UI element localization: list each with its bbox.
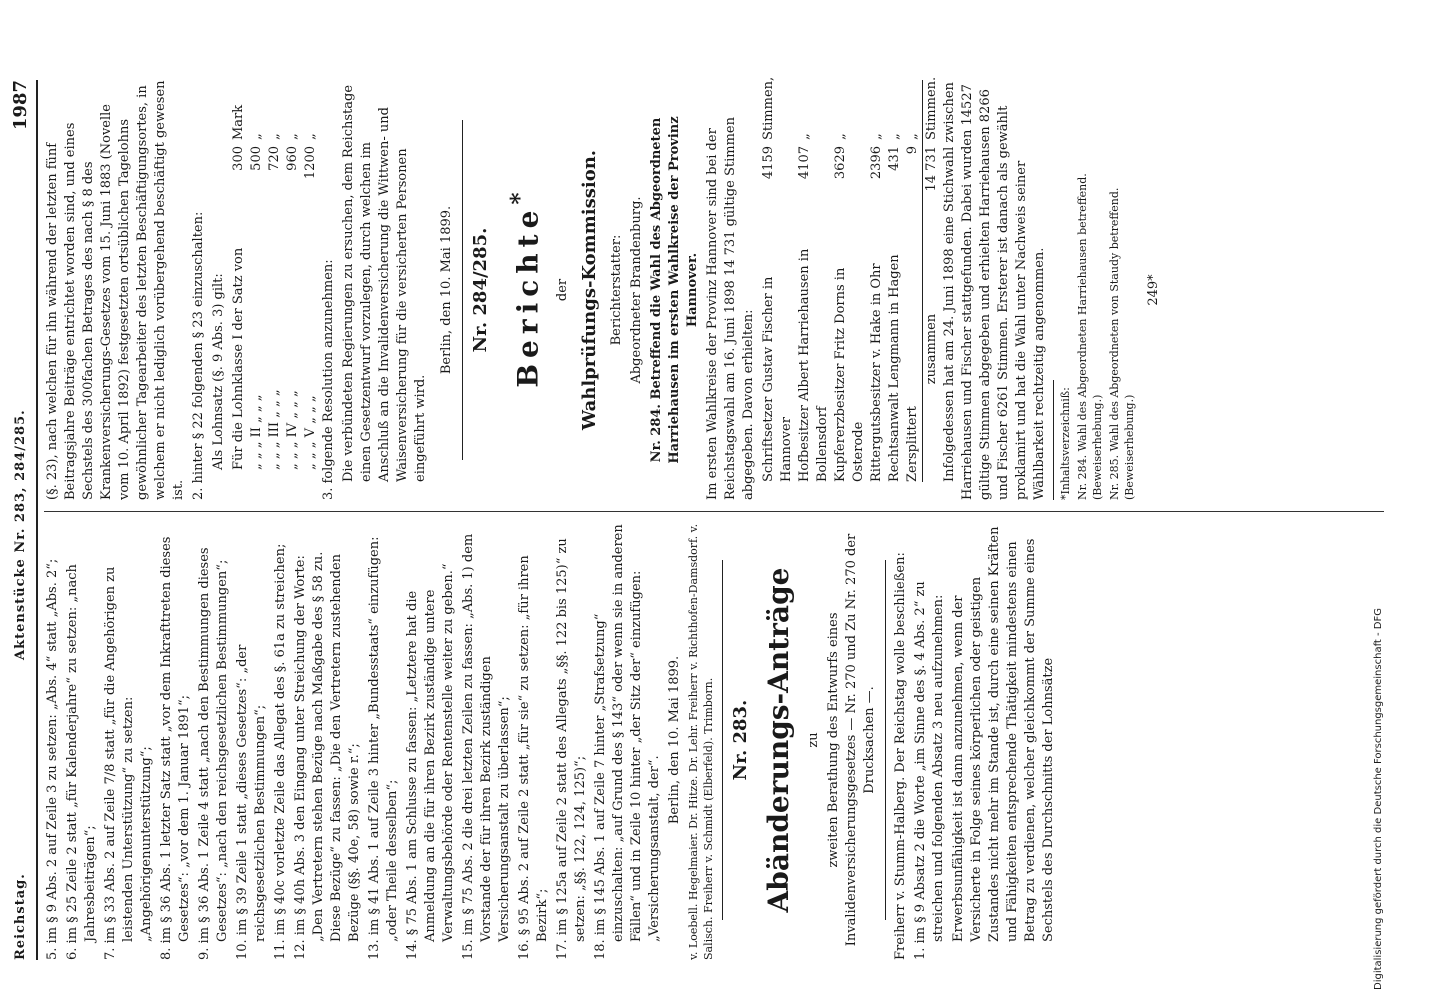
amendment-item: 9. im § 36 Abs. 1 Zeile 4 statt „nach den Bestimmungen dieses Gesetzes“: „nach den reichsgesetzlichen Bestimmungen“; [197,547,230,960]
amendment-item: 13. im § 41 Abs. 1 auf Zeile 3 hinter „Bundesstaats“ einzufügen: „oder Theile desselben“; [367,536,400,960]
motion-item: 1. im § 9 Absatz 2 die Worte „im Sinne des §. 4 Abs. 2“ zu streichen und folgenden Absatz 3 neu aufzunehmen: [913,581,946,960]
header-rule [36,80,38,960]
left-column [44,520,1060,960]
amendment-item: 17. im § 125a auf Zeile 2 statt des Allegats „§§. 122 bis 125)“ zu setzen: „§§. 122, 124, 125)“; [555,538,588,960]
signatories: v. Loebell. Hegelmaier. Dr. Hitze. Dr. Lehr. Freiherr v. Richthofen-Damsdorf. v. Salisch. Freiherr v. Schmidt (Elberfeld). Trimborn. [687,523,715,960]
wage-row: „ „ „ III „ „ „ 720 „ [267,133,282,470]
result-row: Hofbesitzer Albert Harriehausen in Bollensdorf 4107 „ [797,133,831,482]
page-number: 1987 [10,80,31,131]
footnote-entry: Nr. 285. Wahl des Abgeordneten von Staudy betreffend. (Beweiserhebung.) [1108,187,1137,500]
header-left: Reichstag. [13,873,28,960]
wage-row: Für die Lohnklasse I der Satz von 300 Mark [231,104,246,470]
section-subtitle: zweiten Berathung des Entwurfs eines Invalidenversicherungsgesetzes — Nr. 270 und Zu Nr. 270 der Drucksachen —. [826,533,877,947]
amendment-item: 5. im § 9 Abs. 2 auf Zeile 3 zu setzen: „Abs. 4“ statt „Abs. 2“; [45,558,60,960]
right-column [44,76,1165,500]
proposer-line: Freiherr v. Stumm-Halberg. Der Reichstag wolle beschließen: [893,552,908,960]
commission-title: Wahlprüfungs-Kommission. [579,149,601,431]
wage-row: „ „ „ IV „ „ „ 960 „ [285,133,300,470]
resolution-text: Die verbündeten Regierungen zu ersuchen, dem Reichstage einen Gesetzentwurf vorzulegen, durch welchen im Anschluß an die Invalidenversicherung die Wittwen- und Waisenversicherung für die versicherten Personen eingeführt wird. [341,84,428,482]
section-title: Abänderungs-Anträge [762,567,795,913]
results-table [760,76,941,500]
amendment-item: 6. im § 25 Zeile 2 statt „für Kalenderjahre“ zu setzen: „nach Jahresbeiträgen“; [65,564,98,960]
wage-table [230,80,320,500]
conclusion-text: Infolgedessen hat am 24. Juni 1898 eine Stichwahl zwischen Harriehausen und Fischer stattgefunden. Dabei wurden 14527 gültige Stimmen abgegeben und erhielten Harriehausen 8266 und Fischer 6261 Stimmen. Ersterer ist danach als gewählt proklamirt und hat die Wahl unter Nachweis seiner Wählbarkeit rechtzeitig angenommen. [942,82,1048,500]
report-heading: Nr. 284. Betreffend die Wahl des Abgeordneten Harriehausen im ersten Wahlkreise der Provinz Hannover. [649,116,701,464]
footnote-rule [1053,380,1054,500]
reporter-name: Abgeordneter Brandenburg. [629,196,645,384]
amendment-item: 16. § 95 Abs. 2 auf Zeile 2 statt „für sie“ zu setzen: „für ihren Bezirk“; [517,555,550,960]
amendment-item: 7. im § 33 Abs. 2 auf Zeile 7/8 statt „für die Angehörigen zu leistenden Unterstützung“ zu setzen: „Angehörigenunterstützung“; [103,566,154,960]
amendment-item: 12. im § 40h Abs. 3 den Eingang unter Streichung der Worte: „Den Vertretern stehen Bezüge nach Maßgabe des § 58 zu. Diese Bezüge“ zu fassen: „Die den Vertretern zustehenden Bezüge (§§. 40e, 58) sowie r.“; [293,551,362,960]
result-row: Zersplittert 9 „ [905,133,921,482]
section-zu: zu [806,732,821,748]
result-row: Rittergutsbesitzer v. Hake in Ohr 2396 „ [869,133,885,482]
section-number: Nr. 284/285. [470,227,491,353]
wage-heading: Als Lohnsatz (§. 9 Abs. 3) gilt: [211,273,226,470]
amendment-item: 10. im § 39 Zeile 1 statt „dieses Gesetzes“: „der reichsgesetzlichen Bestimmungen“; [235,644,268,960]
result-total-row: zusammen 14 731 Stimmen. [922,80,941,482]
amendment-item: 15. im § 75 Abs. 2 die drei letzten Zeilen zu fassen: „Abs. 1) dem Vorstande der für ihren Bezirk zuständigen Versicherungsanstalt zu überlassen“; [461,533,512,960]
header-center: Aktenstücke Nr. 283, 284/285. [13,409,28,660]
report-body: Im ersten Wahlkreise der Provinz Hannover sind bei der Reichstagswahl am 16. Juni 1898 14 731 gültige Stimmen abgegeben. Davon erhielten: [705,117,757,500]
signature-mark: 249* [1146,274,1162,306]
section-title: Berichte* [505,192,545,388]
column-divider [44,511,1384,512]
footnote-title: *Inhaltsverzeichniß: [1059,387,1073,500]
section-separator [885,560,886,920]
amendment-item: 18. im § 145 Abs. 1 auf Zeile 7 hinter „Strafsetzung“ einzuschalten: „auf Grund des § 143“ oder wenn sie in anderen Fällen“ und in Zeile 10 hinter „der Sitz der“ einzufügen: „Versicherungsanstalt, der“. [593,524,662,960]
motion-item: 3. folgende Resolution anzunehmen: [321,259,336,500]
amendment-item: 11. im § 40c vorletzte Zeile das Allegat des §. 61a zu streichen; [273,543,288,960]
section-der: der [555,278,571,302]
page-header [12,80,38,960]
motion-item: 2. hinter § 22 folgenden § 23 einzuschalten: [191,211,206,500]
section-number: Nr. 283. [730,699,751,781]
digitization-note: Digitalisierung gefördert durch die Deutsche Forschungsgemeinschaft - DFG [1373,607,1384,990]
result-row: Schriftsetzer Gustav Fischer in Hannover 4159 Stimmen, [761,76,795,482]
continuation-text: (§. 23), nach welchen für ihn während der letzten fünf Beitragsjahre Beiträge entrichtet worden sind, und eines Sechstels des 300fachen Betrages des nach § 8 des Krankenversicherungs-Gesetzes vom 15. Juni 1883 (Novelle vom 10. April 1892) festgesetzten ortsüblichen Tagelohns gewöhnlicher Tagearbeiter des letzten Beschäftigungsortes, in welchem er nicht lediglich vorübergehend beschäftigt gewesen ist. [45,80,186,500]
footnote-entry: Nr. 284. Wahl des Abgeordneten Harriehausen betreffend. (Beweiserhebung.) [1076,173,1105,500]
wage-row: „ „ „ II „ „ „ 500 „ [249,133,264,470]
date-line: Berlin, den 10. Mai 1899. [439,205,454,375]
amendment-item: 8. im § 36 Abs. 1 letzter Satz statt „vor dem Inkrafttreten dieses Gesetzes“: „vor dem 1. Januar 1891“; [159,536,192,960]
result-row: Kupfererzbesitzer Fritz Dorns in Osterode 3629 „ [833,133,867,482]
date-line: Berlin, den 10. Mai 1899. [667,655,682,825]
wage-row: „ „ „ V „ „ „ 1200 „ [303,133,318,470]
amendment-item: 14. § 75 Abs. 1 am Schlusse zu fassen: „Letztere hat die Anmeldung an die für ihren Bezirk zuständige untere Verwaltungsbehörde oder Rentenstelle weiter zu geben.“ [405,563,456,960]
motion-text: Erwerbsunfähigkeit ist dann anzunehmen, wenn der Versicherte in Folge seines körperlichen oder geistigen Zustandes nicht mehr im Stande ist, durch eine seinen Kräften und Fähigkeiten entsprechende Thätigkeit mindestens einen Betrag zu verdienen, welcher gleichkommt der Summe eines Sechstels des Durchschnitts der Lohnsätze [951,526,1056,942]
section-separator [722,560,723,920]
reporter-label: Berichterstatter: [609,234,625,346]
result-row: Rechtsanwalt Lengmann in Hagen 431 „ [887,133,903,482]
footnote-mark: * [505,192,533,205]
section-separator [462,120,463,460]
